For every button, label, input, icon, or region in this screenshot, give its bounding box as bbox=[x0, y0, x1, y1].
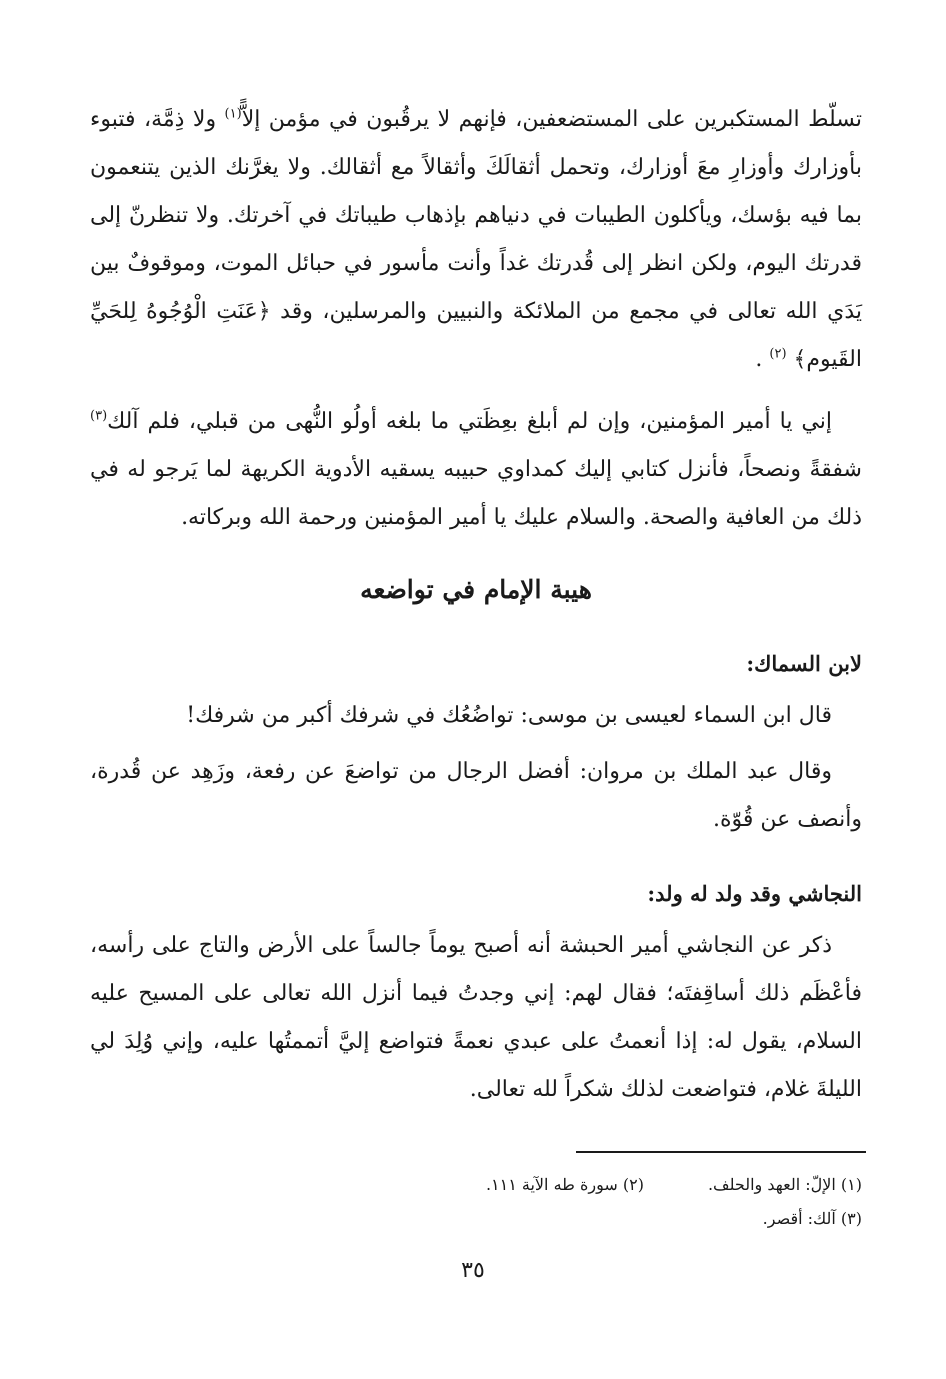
paragraph-quote-1: قال ابن السماء لعيسى بن موسى: تواضُعُك في شرفك أكبر من شرفك! bbox=[186, 703, 832, 728]
footnote-marker-2: (٢) bbox=[769, 346, 787, 362]
footnotes bbox=[90, 1168, 862, 1236]
main-text bbox=[90, 96, 862, 1114]
footnote-1: (١) الإلّ: العهد والحلف. bbox=[707, 1175, 862, 1194]
paragraph-text: إني يا أمير المؤمنين، وإن لم أبلغ بعِظَتي ما بلغه أولُو النُّهى من قبلي، فلم آلك bbox=[107, 409, 832, 434]
footnote-3: (٣) آلك: أقصر. bbox=[762, 1209, 862, 1228]
page-number: ٣٥ bbox=[461, 1258, 485, 1283]
paragraph-letter-part-2 bbox=[90, 398, 862, 542]
subheading-ibn-al-sammak: لابن السماك: bbox=[746, 651, 862, 676]
paragraph-text: تسلّط المستكبرين على المستضعفين، فإنهم لا يرقُبون في مؤمن إلاًّ bbox=[241, 107, 862, 132]
footnote-row bbox=[90, 1168, 862, 1202]
subheading-najashi: النجاشي وقد ولد له ولد: bbox=[647, 881, 862, 906]
footnote-row bbox=[90, 1202, 862, 1236]
paragraph-text: شفقةً ونصحاً، فأنزل كتابي إليك كمداوي حبيبه يسقيه الأدوية الكريهة لما يَرجو له في ذلك من العافية والصحة. والسلام عليك يا أمير المؤمنين ورحمة الله وبركاته. bbox=[90, 457, 862, 530]
paragraph-text: ولا ذِمَّة، فتبوء بأوزارك وأوزارِ معَ أوزارك، وتحمل أثقالَكَ وأثقالاً مع أثقالك. ولا يغرَّنك الذين يتنعمون بما فيه بؤسك، ويأكلون الطيبات في دنياهم بإذهاب طيباتك في آخرتك. ولا تنظرنّ إلى قدرتك اليوم، ولكن انظر إلى قُدرتك غداً وأنت مأسور في حبائل الموت، وموقوفٌ بين يَدَي الله تعالى في مجمع من الملائكة والنبيين والمرسلين، وقد ﴿عَنَتِ الْوُجُوهُ لِلحَيِّ القَيوم﴾ bbox=[90, 107, 862, 372]
paragraph-end: . bbox=[755, 347, 763, 372]
footnote-marker-1: (١) bbox=[224, 106, 242, 122]
paragraph-najashi-story: ذكر عن النجاشي أمير الحبشة أنه أصبح يوماً جالساً على الأرض والتاج على رأسه، فأعْظَم ذلك أساقِفتَه؛ فقال لهم: إني وجدتُ فيما أنزل الله تعالى على المسيح عليه السلام، يقول له: إذا أنعمتُ على عبدي نعمةً فتواضع إليَّ أتممتُها عليه، وإني وُلِدَ لي الليلةَ غلام، فتواضعت لذلك شكراً لله تعالى. bbox=[90, 933, 862, 1102]
section-title: هيبة الإمام في تواضعه bbox=[360, 575, 592, 604]
footnote-marker-3: (٣) bbox=[90, 408, 108, 424]
footnote-2: (٢) سورة طه الآية ١١١. bbox=[485, 1175, 644, 1194]
footnote-divider bbox=[576, 1151, 866, 1153]
paragraph-letter-part-1 bbox=[90, 96, 862, 384]
paragraph-quote-2: وقال عبد الملك بن مروان: أفضل الرجال من تواضعَ عن رفعة، وزَهِد عن قُدرة، وأنصف عن قُوّة. bbox=[90, 759, 862, 832]
